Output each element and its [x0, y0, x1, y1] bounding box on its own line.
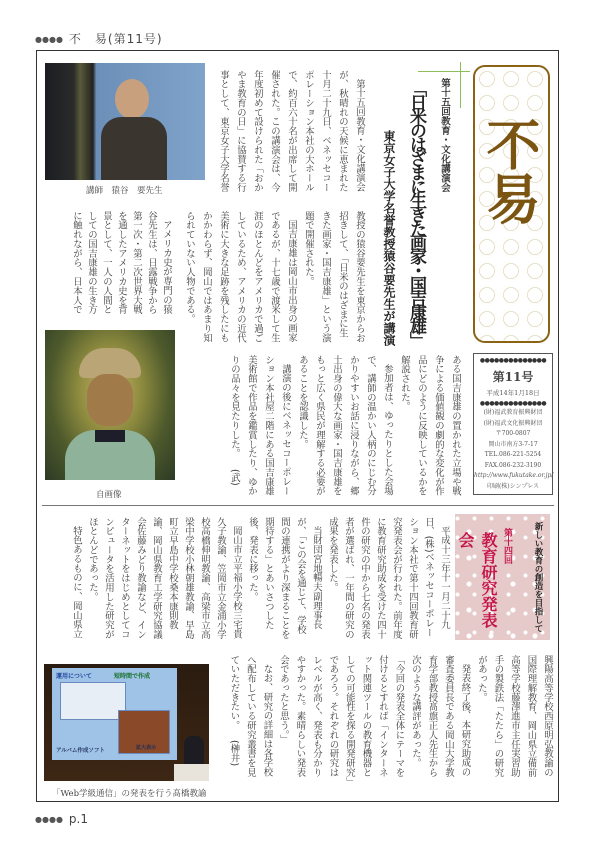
paragraph-text: なお、研究の詳細は各学校へ配布している研究叢書を見ていただきたい。 — [228, 655, 273, 778]
paragraph: 特色あるものに、岡山県立 — [71, 526, 82, 640]
issue-info-box — [473, 353, 553, 495]
self-portrait-painting — [45, 330, 175, 480]
screen-label: アルバム作成ソフト — [56, 748, 105, 754]
lecturer-photo — [45, 63, 205, 180]
paragraph: 第十五回教育・文化講演会が、秋晴れの天候に恵まれた十月二十九日、ベネッセコーポレーション本社の大ホールで、約百六十名が出席して開催された。この講演会は、今年度初めて設けられた「おかやま教育の日」に協賛する行事として、東京女子大学名誉 — [218, 70, 365, 193]
article1-text-block-2 — [180, 211, 368, 345]
decorative-green-line — [460, 62, 461, 108]
screen-title: 運用について — [56, 673, 92, 680]
event-banner — [455, 514, 550, 640]
article2-text-block-1 — [44, 517, 452, 643]
banner-tagline: 新しい教育の創造を目指して — [533, 522, 543, 633]
paragraph: 平成十三年十一月二十九日、(株)ベネッセコーポレーション本社で第十四回教育研究発表会が行われた。前年度に教育研究助成を受けた四十件の研究の中から七名の発表者が選ばれ、一年間の研究の成果を発表した。 — [327, 517, 450, 640]
newsletter-title: 不 易(第11号) — [68, 32, 163, 46]
banner-title: 教育研究発表会 — [456, 532, 498, 628]
lecturer-photo-caption: 講師 猿谷 要先生 — [86, 186, 163, 196]
section-divider — [42, 505, 554, 506]
painting-caption: 自画像 — [96, 490, 122, 500]
issue-number: 第11号 — [492, 370, 534, 384]
dotted-rule: ●●●●●●●●●●●●●● — [479, 357, 547, 364]
logo-text: 不易 — [478, 117, 542, 225]
paragraph: アメリカ史が専門の猿谷先生は、日露戦争から第一次・第二次世界大戦を通したアメリカ史を背景として、一人の人間としての国吉康雄の生き方に触れながら、日本人で — [71, 211, 172, 315]
paragraph: 興陽高等学校西原明弘教諭の国際理解教育、岡山県立備前高等学校藤澤進市主任実習助手の製鉄法「たたら」の研究があった。 — [476, 655, 553, 778]
printer: 印刷(株)シンプレス — [486, 482, 540, 490]
paragraph: 国吉康雄は岡山市出身の画家であるが、十七歳で渡米して生涯のほとんどをアメリカで過ごしているため、アメリカの近代美術に大きな足跡を残したにもかかわらず、岡山ではあまり知られていない人物である。 — [184, 211, 297, 343]
dotted-rule: ●●●●●●●●●●●●●● — [479, 400, 547, 407]
paragraph-text: 講演の後にベネッセコーポレーション本社屋二階にある国吉康雄美術館で作品を鑑賞したり、ゆかりの品々を見たりした。 — [229, 355, 291, 496]
presentation-photo-caption: 「Web学級通信」の発表を行う髙橋教諭 — [52, 789, 207, 799]
newsletter-logo — [473, 65, 550, 343]
paragraph — [225, 655, 275, 783]
article-kicker: 第十五回教育・文化講演会 — [439, 78, 450, 192]
running-footer — [35, 812, 88, 826]
article1-text-block-1 — [206, 70, 368, 194]
postal-code: 〒700-0807 — [495, 430, 531, 437]
article1-text-block-3 — [48, 211, 174, 321]
paragraph: 「今回の発表全体にテーマを付けるとすれば「インターネット関連ツールの教育機器としての可能性を探る開発研究」であろう。それぞれの研究はレベルが高く、発表も分かりやすかった。素晴らしい発表会であったと思う。」 — [278, 655, 405, 782]
footer-dots: ●●●● — [35, 815, 63, 824]
paragraph: 当財団宮地暢夫副理事長が、「この会を通じて、学校間の連携がより深まることを期待する」とあいさつした後、発表に移った。 — [247, 517, 322, 640]
banner-edition: 第十四回 — [502, 528, 512, 564]
phone: TEL.086-221-5254 — [484, 451, 542, 458]
page-number: p.1 — [68, 812, 88, 826]
article-subheadline: 東京女子大学名誉教授猿谷要先生が講演 — [382, 130, 396, 346]
paragraph — [226, 355, 294, 498]
paragraph: 教授の猿谷要先生を東京からお招きして、「日米のはざまに生きた画家・国吉康雄」という演題で開催された。 — [303, 211, 365, 343]
article2-text-block-2 — [216, 655, 555, 783]
screen-subtitle: 短時間で作成 — [114, 673, 151, 680]
paragraph: 発表終了後、本研究助成の審査委員長である岡山大学教育学部教授髙旗正人先生から次のような講評があった。 — [410, 655, 471, 778]
decorative-green-line — [418, 71, 470, 72]
screen-label-2: 拡大表示 — [136, 745, 157, 751]
article1-signature: (武) — [229, 468, 240, 486]
address: 岡山市南方3-7-17 — [488, 440, 538, 448]
presentation-photo — [44, 664, 209, 781]
publisher-2: (財)福武文化振興財団 — [483, 419, 543, 427]
fax: FAX.086-232-3190 — [484, 461, 542, 469]
article1-text-block-4 — [190, 355, 464, 498]
article-headline: 「日米のはざまに生きた画家・国吉康雄」 — [406, 80, 426, 346]
paragraph: 岡山市立平福小学校三宅貴久子教諭、笠岡市立金浦小学校高橋伸明教諭、高梁市立高梁中学校小林朝雄教諭、早島町立早島中学校桑本康則教諭、岡山県教育工学研究協議会佐藤みどり教諭など、インターネットをはじめとしてコンピュータを活用した研究がほとんどであった。 — [87, 517, 242, 640]
running-header — [35, 30, 163, 47]
paragraph: ある国吉康雄の置かれた立場や戦争による価値観の劇的な変化が作品にどのように反映しているかを解説された。 — [399, 355, 461, 496]
header-dots: ●●●● — [35, 35, 63, 44]
issue-date: 平成14年1月18日 — [486, 389, 540, 397]
website-link[interactable]: http://www.fukutake.or.jp/ — [474, 472, 554, 479]
publisher-1: (財)福武教育振興財団 — [483, 409, 543, 416]
paragraph: 参加者は、ゆったりとした会場で、講師の温かい人柄のにじむ分かりやすいお話に浸りながら、郷土出身の偉大な画家・国吉康雄をもっと広く県民が理解する必要があることを認識した。 — [297, 355, 393, 496]
article2-signature: (榊井) — [228, 740, 240, 767]
